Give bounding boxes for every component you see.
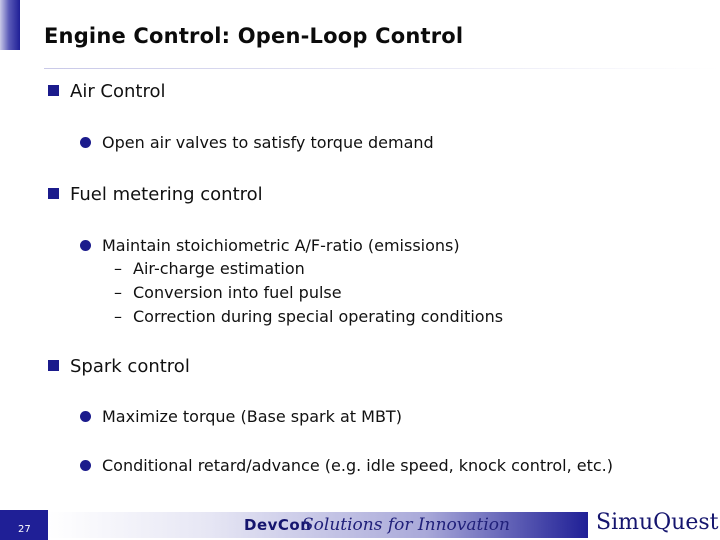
round-bullet-icon bbox=[80, 460, 91, 471]
sub-bullet-label: Conditional retard/advance (e.g. idle speed, knock control, etc.) bbox=[102, 456, 613, 475]
slide-footer bbox=[0, 508, 720, 540]
round-bullet-icon bbox=[80, 137, 91, 148]
sub-bullet-label: Maintain stoichiometric A/F-ratio (emissions) bbox=[102, 236, 460, 255]
dash-bullet: – bbox=[114, 307, 122, 326]
footer-tagline: Solutions for Innovation bbox=[302, 515, 510, 535]
square-bullet-icon bbox=[48, 85, 59, 96]
slide-title: Engine Control: Open-Loop Control bbox=[44, 24, 464, 48]
round-bullet-icon bbox=[80, 240, 91, 251]
square-bullet-icon bbox=[48, 360, 59, 371]
dash-bullet: – bbox=[114, 259, 122, 278]
sub-sub-bullet-label: Conversion into fuel pulse bbox=[133, 283, 342, 302]
bullet-label: Spark control bbox=[70, 356, 190, 377]
sub-sub-bullet-label: Correction during special operating conditions bbox=[133, 307, 504, 326]
sub-sub-bullet-label: Air-charge estimation bbox=[133, 259, 305, 278]
dash-bullet: – bbox=[114, 283, 122, 302]
sub-bullet-label: Open air valves to satisfy torque demand bbox=[102, 133, 434, 152]
title-divider bbox=[44, 68, 720, 69]
simuquest-logo: SimuQuest bbox=[596, 510, 719, 535]
sub-bullet-label: Maximize torque (Base spark at MBT) bbox=[102, 407, 402, 426]
page-number: 27 bbox=[18, 524, 31, 535]
devcon-logo: DevCon bbox=[244, 516, 312, 534]
title-accent-bar bbox=[0, 0, 20, 50]
square-bullet-icon bbox=[48, 188, 59, 199]
bullet-label: Air Control bbox=[70, 81, 166, 102]
bullet-label: Fuel metering control bbox=[70, 184, 263, 205]
round-bullet-icon bbox=[80, 411, 91, 422]
